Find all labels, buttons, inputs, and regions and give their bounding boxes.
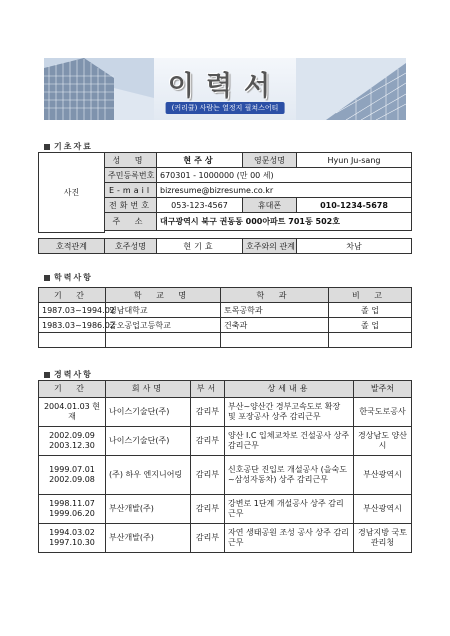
- edu-header-note: 비 고: [329, 288, 412, 303]
- section-education-header: [44, 272, 93, 283]
- career-period: 1999.07.01 2002.09.08: [39, 456, 106, 495]
- career-company: 나이스기술단(주): [106, 398, 191, 427]
- edu-school: [106, 333, 221, 348]
- section-career-header: [44, 369, 93, 380]
- section-career-title: 경력사항: [54, 370, 93, 379]
- career-dept: 감리부: [191, 524, 225, 553]
- relation-label: 호주와의 관계: [243, 239, 297, 254]
- career-detail: 강변로 1단계 개설공사 상주 감리근무: [225, 495, 354, 524]
- edu-period: 1983.03~1986.02: [39, 318, 106, 333]
- address-label: 주 소: [105, 213, 157, 231]
- section-basic-title: 기초자료: [54, 142, 93, 151]
- photo-label: 사진: [63, 188, 80, 197]
- career-detail: 부산~양산간 경부고속도로 확장 및 포장공사 상주 감리근무: [225, 398, 354, 427]
- table-row: [39, 524, 412, 553]
- career-detail: 자연 생태공원 조성 공사 상주 감리근무: [225, 524, 354, 553]
- career-header-detail: 상세내용: [225, 381, 354, 398]
- square-bullet-icon: [44, 372, 50, 378]
- edu-header-period: 기 간: [39, 288, 106, 303]
- mobile-value: 010-1234-5678: [297, 198, 412, 213]
- career-header-dept: 부서: [191, 381, 225, 398]
- photo-box: [39, 153, 105, 233]
- mobile-label: 휴대폰: [243, 198, 297, 213]
- name-label: 성 명: [105, 153, 157, 168]
- career-company: 부산개발(주): [106, 524, 191, 553]
- edu-major: 토목공학과: [221, 303, 329, 318]
- career-company: 나이스기술단(주): [106, 427, 191, 456]
- career-header-period: 기 간: [39, 381, 106, 398]
- resume-banner: [44, 58, 406, 120]
- edu-header-school: 학 교 명: [106, 288, 221, 303]
- rrn-label: 주민등록번호: [105, 168, 157, 183]
- english-name-value: Hyun Ju-sang: [297, 153, 412, 168]
- career-header-company: 회사명: [106, 381, 191, 398]
- head-name-label: 호주성명: [105, 239, 157, 254]
- career-client: 부산광역시: [354, 456, 412, 495]
- career-header-client: 발주처: [354, 381, 412, 398]
- square-bullet-icon: [44, 275, 50, 281]
- education-table: [38, 287, 412, 348]
- edu-school: 영남대학교: [106, 303, 221, 318]
- section-basic-header: [44, 141, 93, 152]
- resume-title: 이력서: [167, 71, 283, 102]
- english-name-label: 영문성명: [243, 153, 297, 168]
- basic-info-table: [38, 152, 412, 233]
- edu-major: 건축과: [221, 318, 329, 333]
- career-detail: 양산 I.C 입체교차로 건설공사 상주 감리근무: [225, 427, 354, 456]
- career-period: 2002.09.09 2003.12.30: [39, 427, 106, 456]
- edu-period: 1987.03~1994.02: [39, 303, 106, 318]
- table-row: [39, 495, 412, 524]
- career-period: 2004.01.03 현 재: [39, 398, 106, 427]
- career-dept: 감리부: [191, 398, 225, 427]
- table-row: [39, 333, 412, 348]
- relation-value: 차남: [297, 239, 412, 254]
- square-bullet-icon: [44, 144, 50, 150]
- edu-header-major: 학 과: [221, 288, 329, 303]
- table-row: [39, 303, 412, 318]
- career-client: 경상남도 양산시: [354, 427, 412, 456]
- career-company: (주) 하우 엔지니어링: [106, 456, 191, 495]
- section-education-title: 학력사항: [54, 273, 93, 282]
- edu-note: 졸 업: [329, 318, 412, 333]
- family-label: 호적관계: [39, 239, 105, 254]
- email-label: E-mail: [105, 183, 157, 198]
- edu-school: 금오공업고등학교: [106, 318, 221, 333]
- name-value: 현주상: [157, 153, 243, 168]
- table-row: [39, 427, 412, 456]
- career-table: [38, 380, 412, 553]
- resume-subtitle: (커리큘) 사람는 열정지 필쳐스어티: [166, 102, 285, 114]
- career-client: 경남지방 국토관리청: [354, 524, 412, 553]
- career-dept: 감리부: [191, 427, 225, 456]
- head-name-value: 현기효: [157, 239, 243, 254]
- address-value: 대구광역시 북구 권동동 000아파트 701동 502호: [157, 213, 412, 231]
- family-table: [38, 238, 412, 254]
- career-client: 한국도로공사: [354, 398, 412, 427]
- career-dept: 감리부: [191, 495, 225, 524]
- table-row: [39, 456, 412, 495]
- table-row: [39, 398, 412, 427]
- edu-period: [39, 333, 106, 348]
- career-period: 1994.03.02 1997.10.30: [39, 524, 106, 553]
- edu-note: [329, 333, 412, 348]
- phone-value: 053-123-4567: [157, 198, 243, 213]
- table-row: [39, 318, 412, 333]
- career-client: 부산광역시: [354, 495, 412, 524]
- career-company: 부산개발(주): [106, 495, 191, 524]
- career-dept: 감리부: [191, 456, 225, 495]
- career-period: 1998.11.07 1999.06.20: [39, 495, 106, 524]
- rrn-value: 670301 - 1000000 (만 00 세): [157, 168, 412, 183]
- email-value: bizresume@bizresume.co.kr: [157, 183, 412, 198]
- career-detail: 신호공단 진입로 개설공사 (을숙도~삼성자동차) 상주 감리근무: [225, 456, 354, 495]
- edu-note: 졸 업: [329, 303, 412, 318]
- edu-major: [221, 333, 329, 348]
- phone-label: 전화번호: [105, 198, 157, 213]
